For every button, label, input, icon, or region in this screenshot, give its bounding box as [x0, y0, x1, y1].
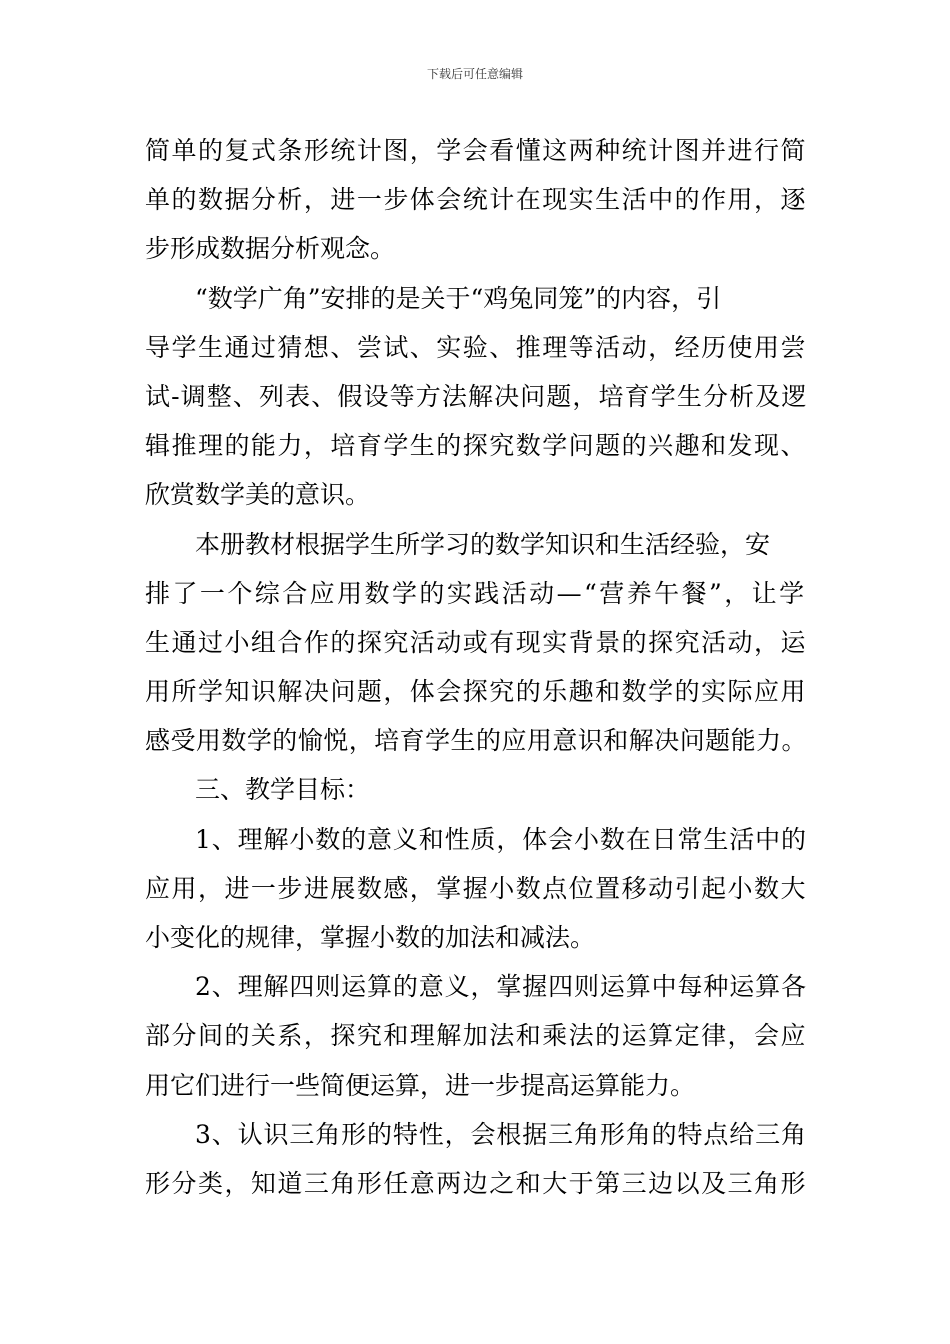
- text-line: 1、理解小数的意义和性质，体会小数在日常生活中的: [195, 824, 807, 854]
- text-line: 小变化的规律，掌握小数的加法和减法。: [145, 923, 596, 952]
- text-line: 用它们进行一些简便运算，进一步提高运算能力。: [145, 1070, 696, 1100]
- text-line: 单的数据分析，进一步体会统计在现实生活中的作用，逐: [145, 185, 807, 215]
- text-line: 辑推理的能力，培育学生的探究数学问题的兴趣和发现、: [145, 431, 807, 461]
- text-line: 排了一个综合应用数学的实践活动—“营养午餐”，让学: [145, 578, 807, 608]
- text-line: 感受用数学的愉悦，培育学生的应用意识和解决问题能力。: [145, 726, 807, 756]
- text-line: 应用，进一步进展数感，掌握小数点位置移动引起小数大: [145, 873, 807, 903]
- text-line: 形分类，知道三角形任意两边之和大于第三边以及三角形: [145, 1168, 807, 1198]
- text-line: 导学生通过猜想、尝试、实验、推理等活动，经历使用尝: [145, 332, 807, 362]
- text-line: 3、认识三角形的特性，会根据三角形角的特点给三角: [195, 1119, 807, 1149]
- text-line: 欣赏数学美的意识。: [145, 480, 371, 510]
- text-line: 试-调整、列表、假设等方法解决问题，培育学生分析及逻: [145, 381, 807, 411]
- document-body: [145, 126, 807, 1208]
- text-line: 2、理解四则运算的意义，掌握四则运算中每种运算各: [195, 972, 807, 1002]
- text-line: 步形成数据分析观念。: [145, 234, 396, 264]
- text-line: 用所学知识解决问题，体会探究的乐趣和数学的实际应用: [145, 677, 807, 707]
- text-line: 三、教学目标：: [195, 775, 371, 805]
- text-line: “数学广角”安排的是关于“鸡兔同笼”的内容，引: [195, 283, 722, 313]
- text-line: 简单的复式条形统计图，学会看懂这两种统计图并进行简: [145, 136, 807, 165]
- text-line: 本册教材根据学生所学习的数学知识和生活经验，安: [195, 529, 771, 559]
- page-header: 下载后可任意编辑: [426, 67, 523, 81]
- text-line: 生通过小组合作的探究活动或有现实背景的探究活动，运: [145, 627, 807, 657]
- text-line: 部分间的关系，探究和理解加法和乘法的运算定律，会应: [145, 1021, 807, 1051]
